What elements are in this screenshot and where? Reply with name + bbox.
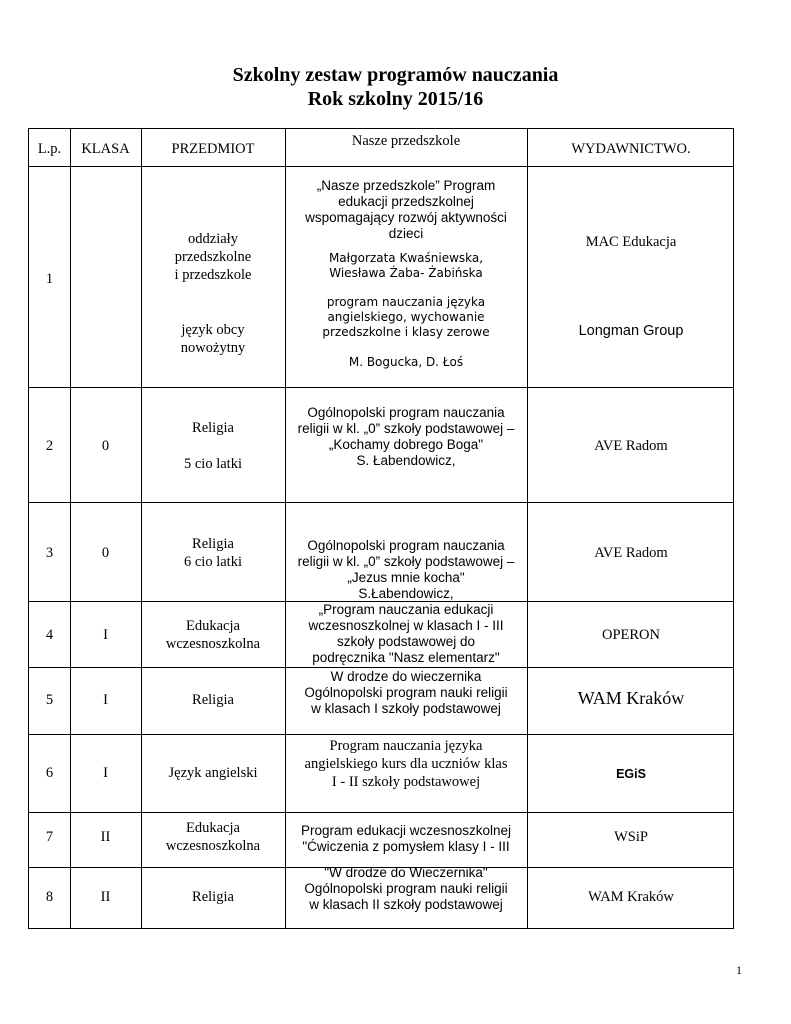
row-1-authors-b: M. Bogucka, D. Łoś xyxy=(348,355,464,369)
row-1-wydawnictwo-b: Longman Group xyxy=(578,323,684,339)
row-7-klasa: II xyxy=(100,829,111,845)
row-7-lp: 7 xyxy=(45,829,54,845)
row-3-wydawnictwo: AVE Radom xyxy=(594,545,668,561)
row-3-lp: 3 xyxy=(45,545,54,561)
row-1-lp: 1 xyxy=(45,271,54,287)
row-3-program: Ogólnopolski program nauczania religii w kl. „0” szkoły podstawowej – „Jezus mnie kocha" S.Łabendowicz, xyxy=(297,538,515,601)
row-divider xyxy=(29,667,733,668)
page-subtitle: Rok szkolny 2015/16 xyxy=(307,88,484,110)
page-title: Szkolny zestaw programów nauczania xyxy=(232,64,559,86)
page-number: 1 xyxy=(736,963,742,977)
row-5-wydawnictwo: WAM Kraków xyxy=(577,688,685,708)
column-divider xyxy=(70,129,71,928)
row-5-klasa: I xyxy=(103,692,108,708)
row-2-program: Ogólnopolski program nauczania religii w kl. „0” szkoły podstawowej – „Kochamy dobrego Boga" S. Łabendowicz, xyxy=(297,405,515,468)
column-header-klasa: KLASA xyxy=(81,141,130,157)
row-divider xyxy=(29,166,733,167)
row-3-klasa: 0 xyxy=(101,545,110,561)
row-8-klasa: II xyxy=(100,889,111,905)
row-divider xyxy=(29,502,733,503)
curriculum-table xyxy=(28,128,734,929)
row-6-klasa: I xyxy=(103,765,108,781)
row-divider xyxy=(29,734,733,735)
row-2-przedmiot-b: 5 cio latki xyxy=(184,456,242,472)
row-8-wydawnictwo: WAM Kraków xyxy=(588,889,674,905)
row-4-przedmiot: Edukacja wczesnoszkolna xyxy=(165,618,261,652)
row-4-wydawnictwo: OPERON xyxy=(601,627,660,643)
row-8-przedmiot: Religia xyxy=(192,889,234,905)
row-2-klasa: 0 xyxy=(101,438,110,454)
row-5-program: W drodze do wieczernika Ogólnopolski program nauki religii w klasach I szkoły podstawowej xyxy=(304,669,508,716)
row-4-klasa: I xyxy=(103,627,108,643)
row-7-przedmiot: Edukacja wczesnoszkolna xyxy=(165,820,261,854)
row-6-program: Program nauczania języka angielskiego kurs dla uczniów klas I - II szkoły podstawowej xyxy=(304,738,508,790)
row-7-program: Program edukacji wczesnoszkolnej "Ćwiczenia z pomysłem klasy I - III xyxy=(300,823,512,854)
row-divider xyxy=(29,812,733,813)
row-8-program: "W drodze do Wieczernika" Ogólnopolski program nauki religii w klasach II szkoły podstawowej xyxy=(304,865,508,912)
row-7-wydawnictwo: WSiP xyxy=(614,829,648,845)
row-1-program-b: program nauczania języka angielskiego, wychowanie przedszkolne i klasy zerowe xyxy=(322,295,490,339)
row-2-lp: 2 xyxy=(45,438,54,454)
column-divider xyxy=(285,129,286,928)
row-6-lp: 6 xyxy=(45,765,54,781)
row-5-lp: 5 xyxy=(45,692,54,708)
row-2-przedmiot-a: Religia xyxy=(192,420,234,436)
row-5-przedmiot: Religia xyxy=(192,692,234,708)
column-header-przedmiot: PRZEDMIOT xyxy=(171,141,255,157)
row-2-wydawnictwo: AVE Radom xyxy=(594,438,668,454)
row-8-lp: 8 xyxy=(45,889,54,905)
row-1-program-a: „Nasze przedszkole” Program edukacji przedszkolnej wspomagający rozwój aktywności dzieci xyxy=(305,178,507,241)
row-1-authors-a: Małgorzata Kwaśniewska, Wiesława Żaba- Żabińska xyxy=(328,251,484,280)
row-1-wydawnictwo-a: MAC Edukacja xyxy=(585,234,677,250)
column-header-program: Nasze przedszkole xyxy=(351,133,461,149)
row-4-lp: 4 xyxy=(45,627,54,643)
row-1-przedmiot-b: język obcy nowożytny xyxy=(180,322,246,356)
row-1-przedmiot-a: oddziały przedszkolne i przedszkole xyxy=(174,231,252,283)
column-header-wydawnictwo: WYDAWNICTWO. xyxy=(571,141,691,157)
row-3-przedmiot: Religia 6 cio latki xyxy=(184,536,242,570)
row-6-przedmiot: Język angielski xyxy=(168,765,258,781)
row-divider xyxy=(29,387,733,388)
row-4-program: „Program nauczania edukacji wczesnoszkolnej w klasach I - III szkoły podstawowej do podręcznika "Nasz elementarz" xyxy=(308,602,504,665)
column-header-lp: L.p. xyxy=(37,141,62,157)
row-6-wydawnictwo: EGiS xyxy=(616,767,646,781)
